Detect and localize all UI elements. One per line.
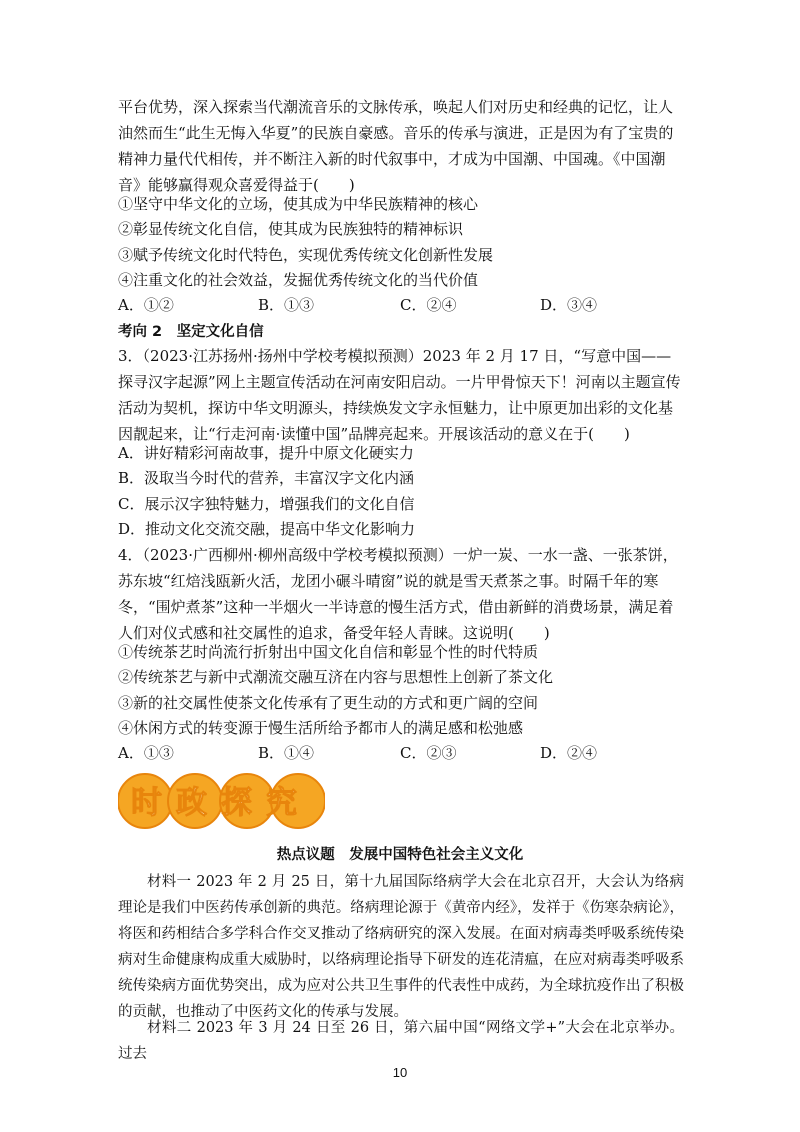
- page-number: 10: [392, 1065, 408, 1080]
- current-affairs-badge: [118, 772, 325, 830]
- question-2-option-c: C．②④: [400, 296, 457, 314]
- question-2-item-3: ③赋予传统文化时代特色，实现优秀传统文化创新性发展: [118, 246, 494, 264]
- question-4-item-2: ②传统茶艺与新中式潮流交融互济在内容与思想性上创新了茶文化: [118, 668, 554, 686]
- question-2-option-a: A．①②: [118, 296, 174, 314]
- question-4-stem: 4．（2023·广西柳州·柳州高级中学校考模拟预测）一炉一炭、一水一盏、一张茶饼，苏东坡“红焙浅瓯新火活，龙团小碾斗晴窗”说的就是雪天煮茶之事。时隔千年的寒冬，“围炉煮茶”这种一半烟火一半诗意的慢生活方式，借由新鲜的消费场景，满足着人们对仪式感和社交属性的追求，备受年轻人青睐。这说明( ): [118, 546, 678, 642]
- question-3-option-d: D．推动文化交流交融，提高中华文化影响力: [118, 520, 416, 538]
- question-3-stem: 3．（2023·江苏扬州·扬州中学校考模拟预测）2023 年 2 月 17 日，“写意中国——探寻汉字起源”网上主题宣传活动在河南安阳启动。一片甲骨惊天下！河南以主题宣传活动为契机，探访中华文明源头，持续焕发文字永恒魅力，让中原更加出彩的文化基因靓起来，让“行走河南·读懂中国”品牌亮起来。开展该活动的意义在于( ): [118, 347, 681, 443]
- question-3-option-c: C．展示汉字独特魅力，增强我们的文化自信: [118, 495, 415, 513]
- question-4-option-b: B．①④: [258, 744, 315, 762]
- question-4-item-4: ④休闲方式的转变源于慢生活所给予都市人的满足感和松弛感: [118, 719, 524, 737]
- question-4-item-1: ①传统茶艺时尚流行折射出中国文化自信和彰显个性的时代特质: [118, 643, 539, 661]
- material-two: 材料二 2023 年 3 月 24 日至 26 日，第六届中国“网络文学+”大会在北京举办。过去: [118, 1020, 684, 1062]
- hot-topic-title: 热点议题 发展中国特色社会主义文化: [276, 847, 524, 863]
- question-3-option-a: A．讲好精彩河南故事，提升中原文化硬实力: [118, 444, 414, 462]
- material-one: 材料一 2023 年 2 月 25 日，第十九届国际络病学大会在北京召开，大会认为络病理论是我们中医药传承创新的典范。络病理论源于《黄帝内经》，发祥于《伤寒杂病论》，将医和药相结合多学科合作交叉推动了络病研究的深入发展。在面对病毒类呼吸系统传染病对生命健康构成重大威胁时，以络病理论指导下研发的连花清瘟，在应对病毒类呼吸系统传染病方面优势突出，成为应对公共卫生事件的代表性中成药，为全球抗疫作出了积极的贡献，也推动了中医药文化的传承与发展。: [118, 874, 684, 1020]
- question-2-item-2: ②彰显传统文化自信，使其成为民族独特的精神标识: [118, 220, 464, 238]
- question-2-option-b: B．①③: [258, 296, 315, 314]
- question-3-option-b: B．汲取当今时代的营养，丰富汉字文化内涵: [118, 469, 415, 487]
- badge-text: 时政探究: [131, 785, 311, 821]
- question-4-option-c: C．②③: [400, 744, 457, 762]
- question-4-item-3: ③新的社交属性使茶文化传承有了更生动的方式和更广阔的空间: [118, 694, 539, 712]
- question-2-item-1: ①坚守中华文化的立场，使其成为中华民族精神的核心: [118, 195, 479, 213]
- question-2-option-d: D．③④: [540, 296, 598, 314]
- question-4-option-a: A．①③: [118, 744, 174, 762]
- question-2-item-4: ④注重文化的社会效益，发掘优秀传统文化的当代价值: [118, 271, 479, 289]
- section-heading: 考向 2 坚定文化自信: [118, 324, 264, 340]
- question-2-stem: 平台优势，深入探索当代潮流音乐的文脉传承，唤起人们对历史和经典的记忆，让人油然而生“此生无悔入华夏”的民族自豪感。音乐的传承与演进，正是因为有了宝贵的精神力量代代相传，并不断注入新的时代叙事中，才成为中国潮、中国魂。《中国潮音》能够赢得观众喜爱得益于( ): [118, 98, 674, 194]
- question-4-option-d: D．②④: [540, 744, 598, 762]
